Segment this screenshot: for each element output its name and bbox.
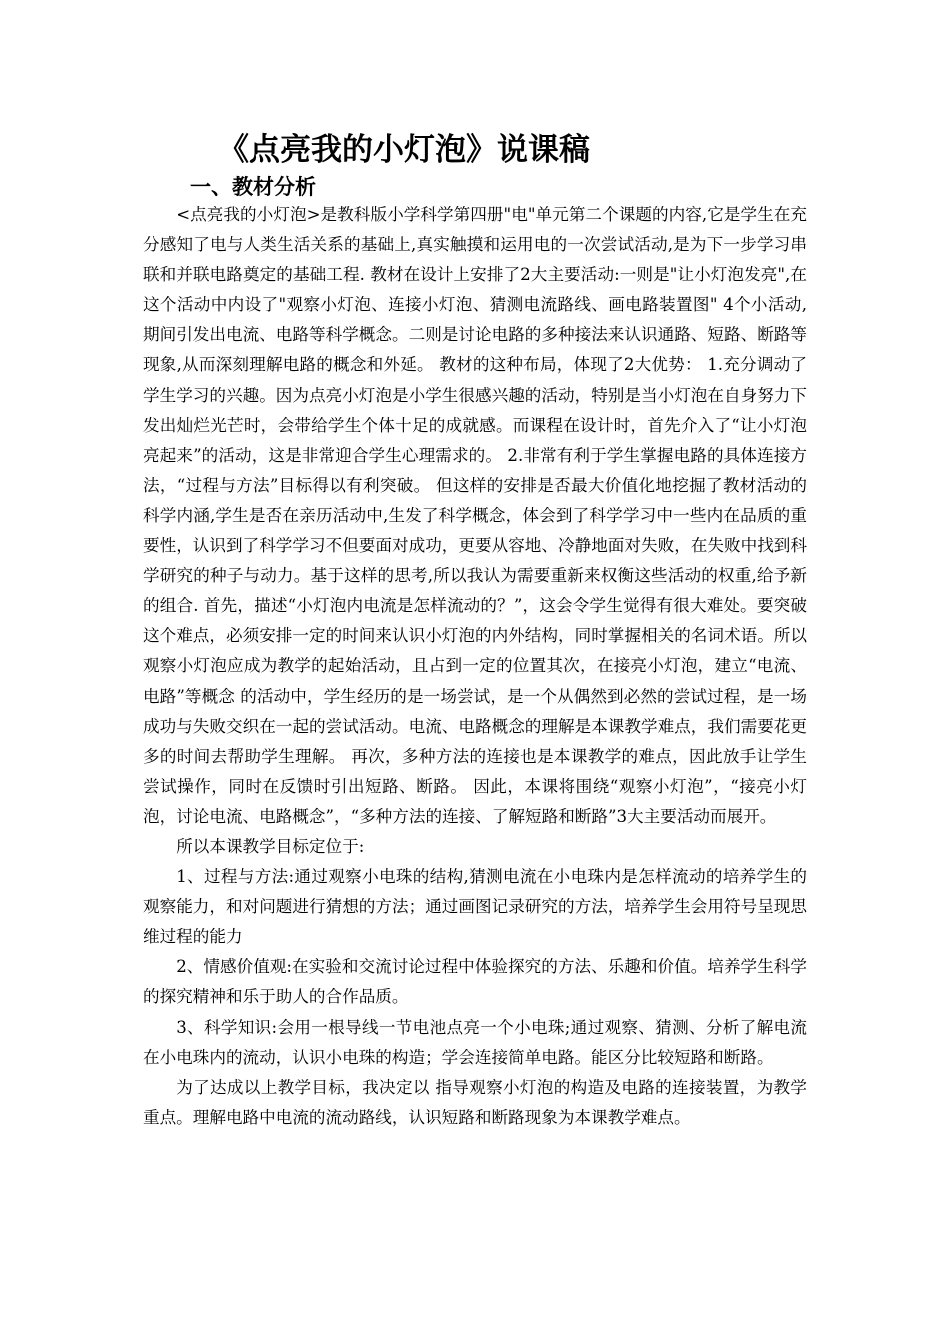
section-heading: 一、教材分析 bbox=[190, 174, 316, 199]
paragraph-key-points: 为了达成以上教学目标，我决定以 指导观察小灯泡的构造及电路的连接装置，为教学重点。理解电路中电流的流动路线，认识短路和断路现象为本课教学难点。 bbox=[143, 1077, 807, 1127]
paragraph-objectives-intro: 所以本课教学目标定位于: bbox=[176, 836, 365, 856]
paragraph-textbook-analysis: <点亮我的小灯泡>是教科版小学科学第四册"电"单元第二个课题的内容,它是学生在充分感知了电与人类生活关系的基础上,真实触摸和运用电的一次尝试活动,是为下一步学习串联和并联电路奠定的基础工程. 教材在设计上安排了2大主要活动:一则是"让小灯泡发亮",在这个活动中内设了"观察小灯泡、连接小灯泡、猜测电流路线、画电路装置图" 4个小活动,期间引发出电流、电路等科学概念。二则是讨论电路的多种接法来认识通路、短路、断路等现象,从而深刻理解电路的概念和外延。 教材的这种布局，体现了2大优势： 1.充分调动了学生学习的兴趣。因为点亮小灯泡是小学生很感兴趣的活动，特别是当小灯泡在自身努力下发出灿烂光芒时，会带给学生个体十足的成就感。而课程在设计时，首先介入了“让小灯泡亮起来”的活动，这是非常迎合学生心理需求的。 2.非常有利于学生掌握电路的具体连接方法，“过程与方法”目标得以有利突破。 但这样的安排是否最大价值化地挖掘了教材活动的科学内涵,学生是否在亲历活动中,生发了科学概念，体会到了科学学习中一些内在品质的重要性，认识到了科学学习不但要面对成功，更要从容地、冷静地面对失败，在失败中找到科学研究的种子与动力。基于这样的思考,所以我认为需要重新来权衡这些活动的权重,给予新的组合. 首先，描述“小灯泡内电流是怎样流动的？”，这会令学生觉得有很大难处。要突破这个难点，必须安排一定的时间来认识小灯泡的内外结构，同时掌握相关的名词术语。所以观察小灯泡应成为教学的起始活动，且占到一定的位置其次，在接亮小灯泡，建立“电流、电路”等概念 的活动中，学生经历的是一场尝试，是一个从偶然到必然的尝试过程，是一场成功与失败交织在一起的尝试活动。电流、电路概念的理解是本课教学难点，我们需要花更多的时间去帮助学生理解。 再次，多种方法的连接也是本课教学的难点，因此放手让学生尝试操作，同时在反馈时引出短路、断路。 因此，本课将围绕“观察小灯泡”，“接亮小灯泡，讨论电流、电路概念”，“多种方法的连接、了解短路和断路”3大主要活动而展开。 bbox=[143, 205, 807, 826]
paragraph-objective-knowledge: 3、科学知识:会用一根导线一节电池点亮一个小电珠;通过观察、猜测、分析了解电流在小电珠内的流动，认识小电珠的构造；学会连接简单电路。能区分比较短路和断路。 bbox=[143, 1017, 807, 1067]
document-body bbox=[143, 200, 807, 1133]
paragraph-objective-values: 2、情感价值观:在实验和交流讨论过程中体验探究的方法、乐趣和价值。培养学生科学的探究精神和乐于助人的合作品质。 bbox=[143, 957, 807, 1007]
document-title: 《点亮我的小灯泡》说课稿 bbox=[218, 132, 590, 168]
paragraph-objective-process: 1、过程与方法:通过观察小电珠的结构,猜测电流在小电珠内是怎样流动的培养学生的观察能力，和对问题进行猜想的方法；通过画图记录研究的方法，培养学生会用符号呈现思维过程的能力 bbox=[143, 867, 807, 947]
